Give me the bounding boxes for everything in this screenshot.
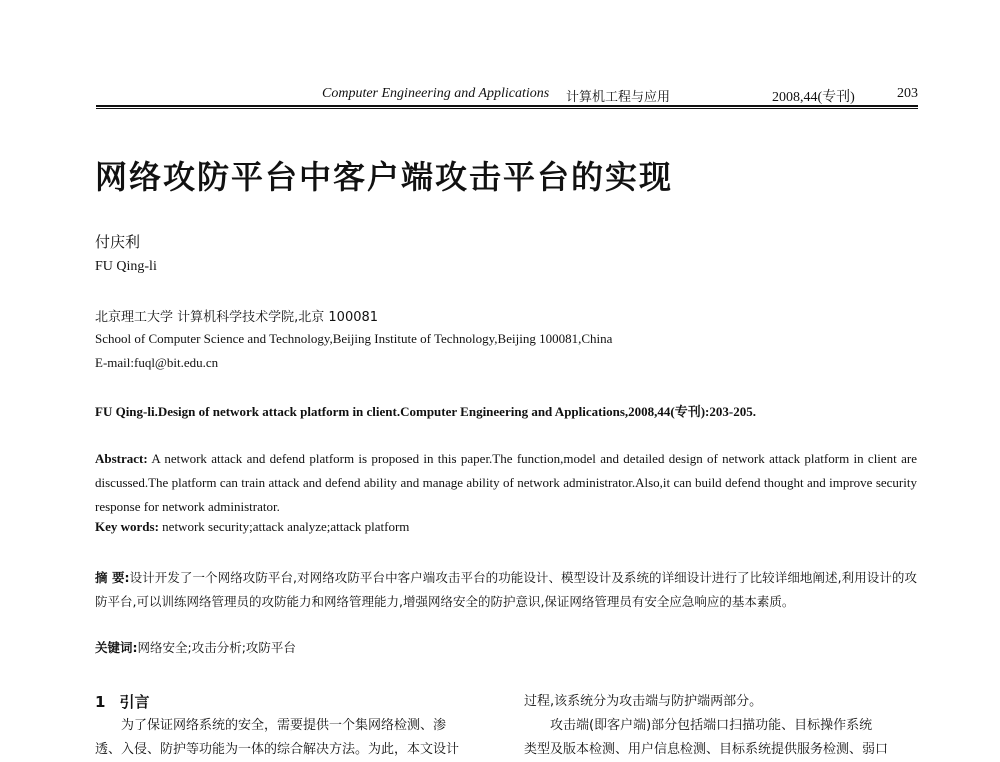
keywords-label: Key words: — [95, 519, 159, 534]
body-text-line: 透、入侵、防护等功能为一体的综合解决方法。为此，本文设计 — [95, 742, 460, 757]
page-number: 203 — [897, 86, 918, 101]
header-rule-thick — [96, 105, 918, 107]
author-name-en: FU Qing-li — [95, 259, 157, 274]
keywords-cn-label: 关键词: — [95, 640, 138, 655]
keywords-cn — [95, 638, 296, 656]
body-text-line: 攻击端(即客户端)部分包括端口扫描功能、目标操作系统 — [550, 718, 873, 733]
body-text-line: 为了保证网络系统的安全，需要提供一个集网络检测、渗 — [121, 718, 447, 733]
abstract-cn — [95, 566, 917, 614]
header-rule-thin — [96, 108, 918, 109]
keywords-en — [95, 519, 409, 535]
section-heading — [95, 690, 495, 714]
author-name-cn: 付庆利 — [95, 233, 141, 251]
abstract-cn-text: 设计开发了一个网络攻防平台,对网络攻防平台中客户端攻击平台的功能设计、模型设计及系统的详细设计进行了比较详细地阐述,利用设计的攻防平台,可以训练网络管理员的攻防能力和网络管理能力,增强网络安全的防护意识,保证网络管理员有安全应急响应的基本素质。 — [95, 570, 917, 609]
keywords-text: network security;attack analyze;attack platform — [162, 519, 410, 534]
journal-name-en: Computer Engineering and Applications — [322, 86, 550, 101]
abstract-label: Abstract: — [95, 451, 148, 466]
affiliation-en: School of Computer Science and Technology,Beijing Institute of Technology,Beijing 100081,China — [95, 331, 613, 346]
body-column-right — [524, 690, 924, 762]
running-header — [96, 86, 918, 106]
keywords-cn-text: 网络安全;攻击分析;攻防平台 — [137, 640, 296, 655]
abstract-cn-label: 摘 要: — [95, 570, 130, 585]
paper-title: 网络攻防平台中客户端攻击平台的实现 — [95, 158, 674, 196]
body-text-line: 过程,该系统分为攻击端与防护端两部分。 — [524, 694, 763, 709]
body-text-line: 类型及版本检测、用户信息检测、目标系统提供服务检测、弱口 — [524, 742, 889, 757]
section-number: 1 — [95, 693, 106, 711]
issue-info: 2008,44(专刊) — [772, 90, 855, 105]
affiliation-cn: 北京理工大学 计算机科学技术学院,北京 100081 — [95, 310, 379, 325]
author-email: E-mail:fuql@bit.edu.cn — [95, 355, 219, 370]
abstract-en — [95, 447, 917, 519]
abstract-text: A network attack and defend platform is proposed in this paper.The function,model and detailed design of network attack platform in client are discussed.The platform can train attack and defend ability and manage ability of network administrator.Also,it can build defend thought and improve security response for network administrator. — [95, 451, 917, 514]
body-column-left — [95, 690, 495, 762]
section-title: 引言 — [119, 693, 150, 711]
citation: FU Qing-li.Design of network attack platform in client.Computer Engineering and Applications,2008,44(专刊):203-205. — [95, 404, 756, 419]
journal-name-cn: 计算机工程与应用 — [566, 90, 671, 105]
